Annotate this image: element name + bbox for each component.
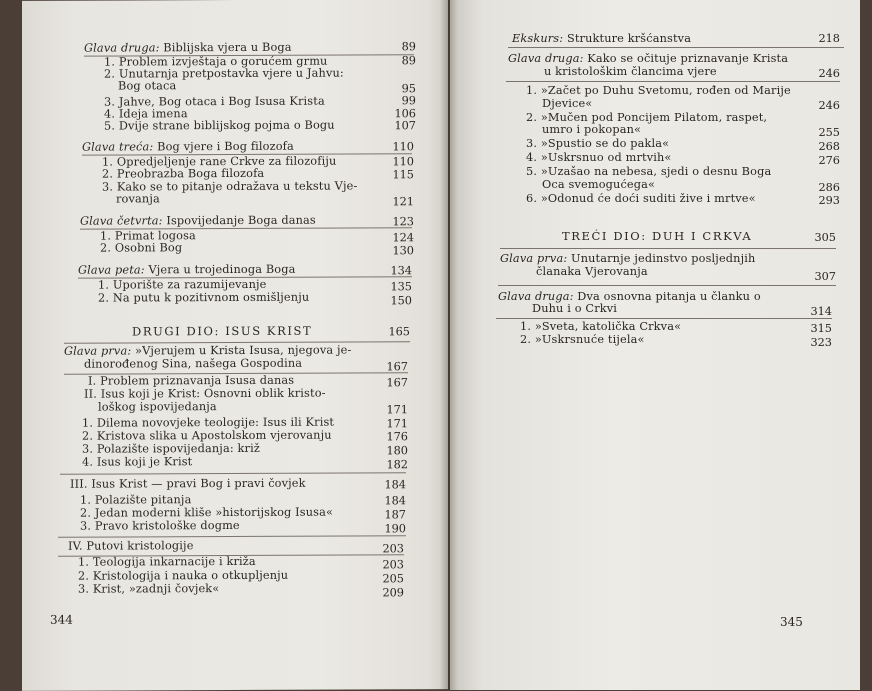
toc-entry: 1. Uporište za razumijevanje: [98, 277, 267, 292]
toc-entry: 2. Preobrazba Boga filozofa: [102, 166, 265, 181]
toc-page-number: 176: [386, 430, 408, 444]
toc-page-number: 276: [818, 154, 840, 167]
toc-page-number: 171: [386, 403, 408, 417]
toc-entry: 1. »Začet po Duhu Svetomu, rođen od Marije: [526, 84, 791, 97]
toc-entry: 3. »Spustio se do pakla«: [526, 137, 670, 150]
divider: [500, 248, 836, 249]
toc-entry: 3. Pravo kristološke dogme: [80, 518, 240, 533]
toc-entry: 2. Kristova slika u Apostolskom vjerovanju: [82, 428, 332, 443]
toc-entry: Duhu i o Crkvi: [532, 302, 618, 315]
toc-page-number: 165: [388, 325, 410, 339]
toc-entry: 5. »Uzašao na nebesa, sjedi o desnu Boga: [526, 165, 772, 178]
toc-entry: loškog ispovijedanja: [98, 400, 217, 414]
toc-page-number: 110: [392, 140, 414, 154]
toc-entry: 4. Ideja imena: [104, 107, 188, 121]
toc-page-number: 268: [818, 140, 840, 153]
left-page: [22, 0, 448, 691]
toc-page-number: 293: [818, 194, 840, 207]
toc-page-number: 218: [818, 32, 840, 45]
toc-entry: III. Isus Krist — pravi Bog i pravi čovjek: [70, 476, 306, 491]
toc-entry: Glava prva: Unutarnje jedinstvo posljednjih: [500, 252, 756, 265]
toc-page-number: 167: [386, 360, 408, 374]
toc-page-number: 184: [384, 478, 406, 492]
toc-entry: Bog otaca: [118, 79, 177, 93]
toc-entry: Glava druga: Kako se očituje priznavanje Krista: [508, 52, 789, 65]
toc-page-number: 209: [382, 586, 404, 600]
toc-entry: 3. Jahve, Bog otaca i Bog Isusa Krista: [104, 94, 325, 109]
toc-entry: 1. Problem izvještaja o gorućem grmu: [104, 54, 328, 69]
toc-entry: Oca svemogućega«: [542, 178, 656, 191]
part-heading: DRUGI DIO: ISUS KRIST: [132, 323, 313, 339]
toc-page-number: 203: [382, 558, 404, 572]
toc-entry: Glava druga: Dva osnovna pitanja u članku o: [498, 290, 761, 303]
toc-page-number: 286: [818, 181, 840, 194]
toc-page-number: 130: [392, 244, 414, 258]
divider: [58, 535, 406, 538]
divider: [60, 472, 406, 475]
toc-entry: umro i pokopan«: [542, 123, 642, 136]
toc-page-number: 110: [392, 155, 414, 169]
toc-entry: članaka Vjerovanja: [536, 265, 648, 278]
toc-page-number: 99: [401, 94, 416, 108]
toc-page-number: 106: [394, 107, 416, 121]
toc-page-number: 115: [392, 168, 414, 182]
toc-page-number: 205: [382, 572, 404, 586]
toc-entry: Glava četvrta: Ispovijedanje Boga danas: [80, 213, 316, 228]
toc-page-number: 246: [818, 99, 840, 112]
right-page: [450, 0, 860, 690]
toc-entry: rovanja: [116, 192, 160, 206]
toc-entry: 2. Jedan moderni kliše »historijskog Isusa«: [80, 505, 334, 520]
toc-entry: Glava prva: »Vjerujem u Krista Isusa, njegova je-: [64, 343, 352, 358]
toc-entry: 5. Dvije strane biblijskog pojma o Bogu: [104, 118, 335, 133]
toc-entry: 2. Osobni Bog: [100, 241, 183, 255]
toc-entry: 2. Na putu k pozitivnom osmišljenju: [98, 290, 310, 305]
toc-page-number: 171: [386, 417, 408, 431]
toc-entry: 3. Krist, »zadnji čovjek«: [78, 582, 220, 596]
toc-entry: 1. Teologija inkarnacije i križa: [78, 554, 256, 569]
toc-page-number: 314: [810, 305, 832, 318]
toc-page-number: 123: [392, 215, 414, 229]
toc-page-number: 89: [401, 54, 416, 68]
toc-page-number: 167: [386, 376, 408, 390]
toc-page-number: 305: [814, 231, 836, 244]
toc-page-number: 182: [386, 458, 408, 472]
toc-entry: dinorođenog Sina, našega Gospodina: [84, 356, 303, 371]
toc-entry: 2. »Uskrsnuće tijela«: [520, 333, 645, 346]
toc-page-number: 323: [810, 336, 832, 349]
toc-page-number: 190: [384, 522, 406, 536]
toc-entry: 1. »Sveta, katolička Crkva«: [520, 320, 682, 333]
toc-page-number: 107: [394, 119, 416, 133]
toc-entry: 1. Dilema novovjeke teologije: Isus ili Krist: [82, 415, 335, 430]
toc-page-number: 246: [818, 67, 840, 80]
toc-entry: I. Problem priznavanja Isusa danas: [88, 373, 295, 388]
toc-page-number: 134: [390, 264, 412, 278]
toc-page-number: 124: [392, 231, 414, 245]
toc-page-number: 180: [386, 444, 408, 458]
toc-entry: 1. Polazište pitanja: [80, 493, 192, 507]
toc-page-number: 203: [382, 542, 404, 556]
part-heading: TREĆI DIO: DUH I CRKVA: [562, 229, 753, 243]
toc-entry: IV. Putovi kristologije: [68, 539, 194, 553]
toc-page-number: 307: [814, 270, 836, 283]
toc-entry: Glava peta: Vjera u trojedinoga Boga: [78, 262, 296, 277]
toc-entry: 1. Opredjeljenje rane Crkve za filozofiju: [102, 154, 337, 169]
page-number-left: 344: [50, 612, 73, 627]
toc-page-number: 135: [390, 280, 412, 294]
toc-entry: 4. Isus koji je Krist: [82, 455, 193, 469]
toc-entry: 3. Kako se to pitanje odražava u tekstu Vje-: [102, 179, 358, 194]
toc-entry: Glava treća: Bog vjere i Bog filozofa: [82, 139, 294, 154]
toc-entry: 1. Primat logosa: [100, 229, 196, 243]
toc-page-number: 95: [401, 82, 416, 96]
toc-entry: 3. Polazište ispovijedanja: križ: [82, 441, 260, 456]
divider: [506, 81, 840, 82]
toc-entry: u kristološkim člancima vjere: [544, 65, 717, 78]
toc-entry: 2. »Mučen pod Poncijem Pilatom, raspet,: [526, 111, 768, 124]
divider: [496, 318, 832, 319]
divider: [508, 47, 844, 48]
toc-page-number: 150: [390, 294, 412, 308]
toc-entry: Glava druga: Biblijska vjera u Boga: [84, 40, 292, 55]
toc-entry: 6. »Odonud će doći suditi žive i mrtve«: [526, 192, 756, 205]
toc-entry: 2. Unutarnja pretpostavka vjere u Jahvu:: [104, 66, 344, 81]
toc-entry: Ekskurs: Strukture kršćanstva: [512, 32, 692, 45]
toc-entry: II. Isus koji je Krist: Osnovni oblik kristo-: [84, 386, 326, 401]
toc-page-number: 187: [384, 508, 406, 522]
toc-entry: Djevice«: [542, 97, 593, 110]
book-gutter: [440, 0, 458, 690]
page-number-right: 345: [780, 615, 803, 629]
toc-page-number: 184: [384, 494, 406, 508]
toc-page-number: 121: [392, 195, 414, 209]
toc-page-number: 315: [810, 322, 832, 335]
toc-page-number: 255: [818, 126, 840, 139]
toc-page-number: 89: [401, 40, 416, 54]
divider: [498, 285, 836, 286]
toc-entry: 4. »Uskrsnuo od mrtvih«: [526, 151, 672, 164]
toc-entry: 2. Kristologija i nauka o otkupljenju: [78, 568, 289, 583]
